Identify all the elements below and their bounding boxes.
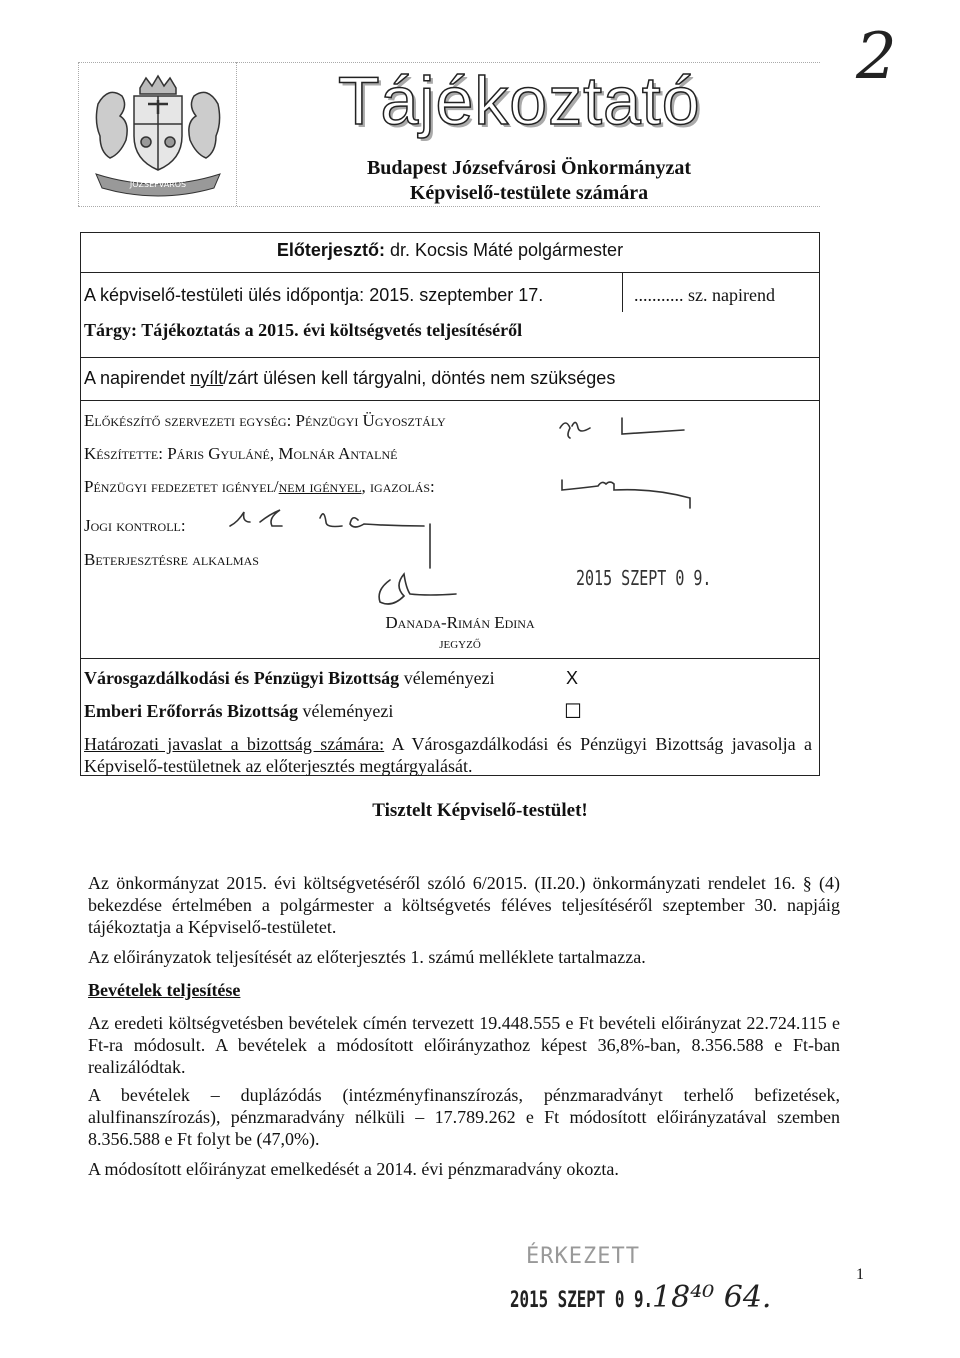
committee-2-checkbox-icon: ☐: [564, 699, 582, 723]
notary-title: jegyző: [439, 636, 481, 652]
funding-line: [84, 477, 435, 497]
paragraph-2: Az előirányzatok teljesítését az előterjesztés 1. számú melléklete tartalmazza.: [88, 947, 646, 967]
committee-1: [84, 668, 495, 689]
committee-1-checkmark: X: [566, 668, 579, 688]
legal-control-label: Jogi kontroll:: [84, 516, 186, 535]
preparing-unit: Előkészítő szervezeti egység: Pénzügyi Ügyosztály: [84, 411, 446, 430]
box-divider-agenda: [622, 272, 623, 312]
meeting-label: A képviselő-testületi ülés időpontja:: [84, 285, 365, 305]
received-date-stamp: 2015 SZEPT 0 9.: [576, 566, 712, 590]
session-type-suffix: /zárt ülésen kell tárgyalni, döntés nem szükséges: [223, 368, 616, 388]
resolution-text: A Városgazdálkodási és Pénzügyi Bizottság javasolja a Képviselő-testületnek az előterjesztés megtárgyalását.: [84, 734, 812, 776]
header-frame-divider: [236, 62, 237, 206]
funding-selected: nem igényel: [278, 477, 362, 496]
session-type-selected: nyílt: [190, 368, 224, 388]
subject-text: Tájékoztatás a 2015. évi költségvetés teljesítéséről: [141, 320, 523, 340]
page-number: 1: [856, 1266, 864, 1283]
committee-1-name: Városgazdálkodási és Pénzügyi Bizottság: [84, 668, 400, 688]
suitable-label: Beterjesztésre alkalmas: [84, 550, 259, 569]
prepared-by: Készítette: Páris Gyuláné, Molnár Antalné: [84, 444, 398, 463]
committee-2-action: véleményezi: [297, 701, 394, 721]
received-time-handwritten: 18⁴⁰ 64.: [652, 1280, 772, 1315]
header-frame-left: [78, 62, 79, 206]
box-divider-2: [80, 357, 820, 358]
meeting-date: 2015. szeptember 17.: [369, 285, 544, 305]
notary-name: Danada-Rimán Edina: [385, 613, 535, 632]
committee-1-action: véleményezi: [399, 668, 495, 688]
committee-2: [84, 701, 393, 722]
received-stamp-date: 2015 SZEPT 0 9.: [510, 1288, 654, 1313]
received-stamp: ÉRKEZETT: [526, 1244, 640, 1269]
box-divider-4: [80, 658, 820, 659]
meeting-line: [84, 285, 543, 306]
header-frame-bottom: [78, 206, 820, 207]
document-title: Tájékoztató: [338, 63, 701, 139]
crest-ribbon-text: JÓZSEFVÁROS: [129, 180, 187, 189]
resolution-proposal: [84, 733, 812, 777]
committee-2-name: Emberi Erőforrás Bizottság: [84, 701, 298, 721]
presenter-line: [80, 240, 820, 261]
subject-line: [84, 320, 522, 341]
resolution-label: Határozati javaslat a bizottság számára:: [84, 734, 385, 754]
handwritten-initials-icon: [550, 410, 810, 520]
organization-line-1: Budapest Józsefvárosi Önkormányzat: [366, 157, 692, 179]
session-type-line: [84, 368, 615, 389]
paragraph-5: A módosított előirányzat emelkedését a 2014. évi pénzmaradvány okozta.: [88, 1159, 619, 1179]
session-type-prefix: A napirendet: [84, 368, 191, 388]
paragraph-1: Az önkormányzat 2015. évi költségvetéséről szóló 6/2015. (II.20.) önkormányzati rendelet 16. § (4) bekezdése értelmében a polgármester a költségvetés féléves teljesítéséről szeptember 30. napjáig tájékoztatja a Képviselő-testületet.: [88, 873, 840, 937]
handwritten-page-number: 2: [856, 20, 897, 94]
box-divider-3: [80, 400, 820, 401]
salutation: Tisztelt Képviselő-testület!: [372, 800, 588, 821]
box-divider-1: [80, 272, 820, 273]
paragraph-3: Az eredeti költségvetésben bevételek címén tervezett 19.448.555 e Ft bevételi előirányzat 22.724.115 e Ft-ra módosult. A bevételek a módosított előirányzathoz képest 36,8%-ban, 8.356.588 e Ft-ban realizálódtak.: [88, 1013, 840, 1077]
funding-prefix: Pénzügyi fedezetet igényel/: [84, 477, 279, 496]
presenter-label: Előterjesztő:: [276, 240, 385, 260]
organization-line-2: Képviselő-testülete számára: [409, 182, 649, 204]
legal-control-signatures-icon: [220, 502, 560, 612]
section-heading-revenues: Bevételek teljesítése: [88, 980, 241, 1000]
paragraph-4: A bevételek – duplázódás (intézményfinanszírozás, pénzmaradványt terhelő befizetések, alulfinanszírozás), pénzmaradvány nélküli – 17.789.262 e Ft módosított előirányzatával szemben 8.356.588 e Ft folyt be (47,0%).: [88, 1085, 840, 1149]
subject-label: Tárgy:: [84, 320, 137, 340]
presenter-value: dr. Kocsis Máté polgármester: [389, 240, 624, 260]
coat-of-arms-icon: [90, 74, 226, 198]
funding-suffix: , igazolás:: [361, 477, 435, 496]
organization-name: [238, 156, 820, 206]
agenda-number: ........... sz. napirend: [634, 285, 775, 305]
